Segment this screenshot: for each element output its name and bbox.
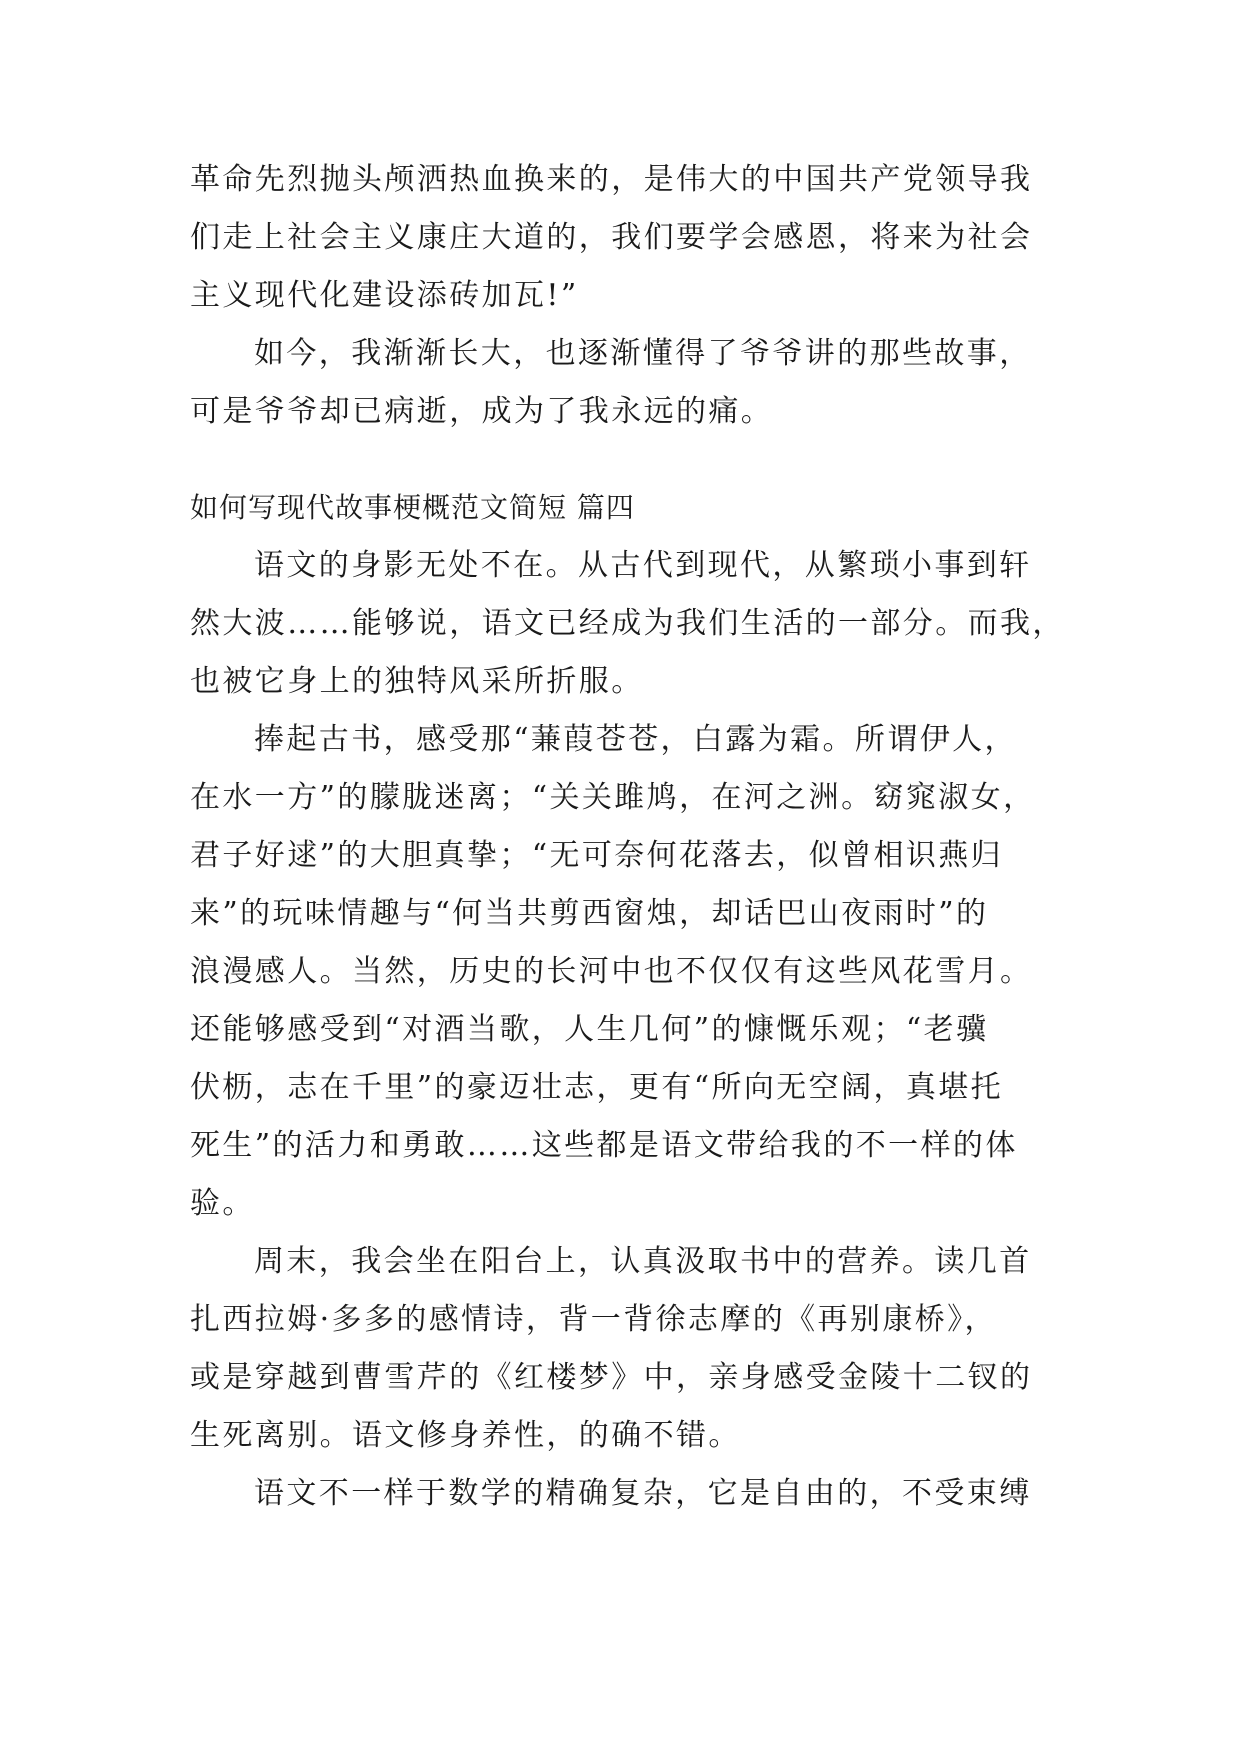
section-title: 如何写现代故事梗概范文简短 篇四 xyxy=(190,491,635,524)
text-line: 验。 xyxy=(190,1186,255,1221)
text-line: 还能够感受到“对酒当歌，人生几何”的慷慨乐观；“老骥 xyxy=(190,1012,989,1047)
paragraph xyxy=(190,720,1050,1224)
text-line: 然大波……能够说，语文已经成为我们生活的一部分。而我， xyxy=(190,606,1065,641)
document-body xyxy=(190,160,1065,1532)
paragraph xyxy=(190,160,1050,316)
text-line: 君子好逑”的大胆真挚；“无可奈何花落去，似曾相识燕归 xyxy=(190,838,1004,873)
text-line: 语文的身影无处不在。从古代到现代，从繁琐小事到轩 xyxy=(254,548,1032,583)
text-line: 如今，我渐渐长大，也逐渐懂得了爷爷讲的那些故事， xyxy=(254,336,1032,371)
text-line: 死生”的活力和勇敢……这些都是语文带给我的不一样的体 xyxy=(190,1128,1018,1163)
text-line: 也被它身上的独特风采所折服。 xyxy=(190,664,644,699)
text-line: 来”的玩味情趣与“何当共剪西窗烛，却话巴山夜雨时”的 xyxy=(190,896,989,931)
paragraph xyxy=(190,1474,1050,1514)
text-line: 主义现代化建设添砖加瓦!” xyxy=(190,278,579,313)
text-line: 或是穿越到曹雪芹的《红楼梦》中，亲身感受金陵十二钗的 xyxy=(190,1360,1033,1395)
text-line: 可是爷爷却已病逝，成为了我永远的痛。 xyxy=(190,394,774,429)
text-line: 们走上社会主义康庄大道的，我们要学会感恩，将来为社会 xyxy=(190,220,1033,255)
text-line: 语文不一样于数学的精确复杂，它是自由的，不受束缚 xyxy=(254,1476,1032,1511)
text-line: 扎西拉姆·多多的感情诗，背一背徐志摩的《再别康桥》， xyxy=(190,1302,997,1337)
text-line: 革命先烈抛头颅洒热血换来的，是伟大的中国共产党领导我 xyxy=(190,162,1033,197)
paragraph xyxy=(190,1242,1050,1456)
text-line: 伏枥，志在千里”的豪迈壮志，更有“所向无空阔，真堪托 xyxy=(190,1070,1004,1105)
text-line: 周末，我会坐在阳台上，认真汲取书中的营养。读几首 xyxy=(254,1244,1032,1279)
text-line: 捧起古书，感受那“蒹葭苍苍，白露为霜。所谓伊人， xyxy=(254,722,1017,757)
paragraph xyxy=(190,546,1065,702)
text-line: 浪漫感人。当然，历史的长河中也不仅仅有这些风花雪月。 xyxy=(190,954,1033,989)
text-line: 在水一方”的朦胧迷离；“关关雎鸠，在河之洲。窈窕淑女， xyxy=(190,780,1036,815)
text-line: 生死离别。语文修身养性，的确不错。 xyxy=(190,1418,741,1453)
paragraph xyxy=(190,334,1050,432)
